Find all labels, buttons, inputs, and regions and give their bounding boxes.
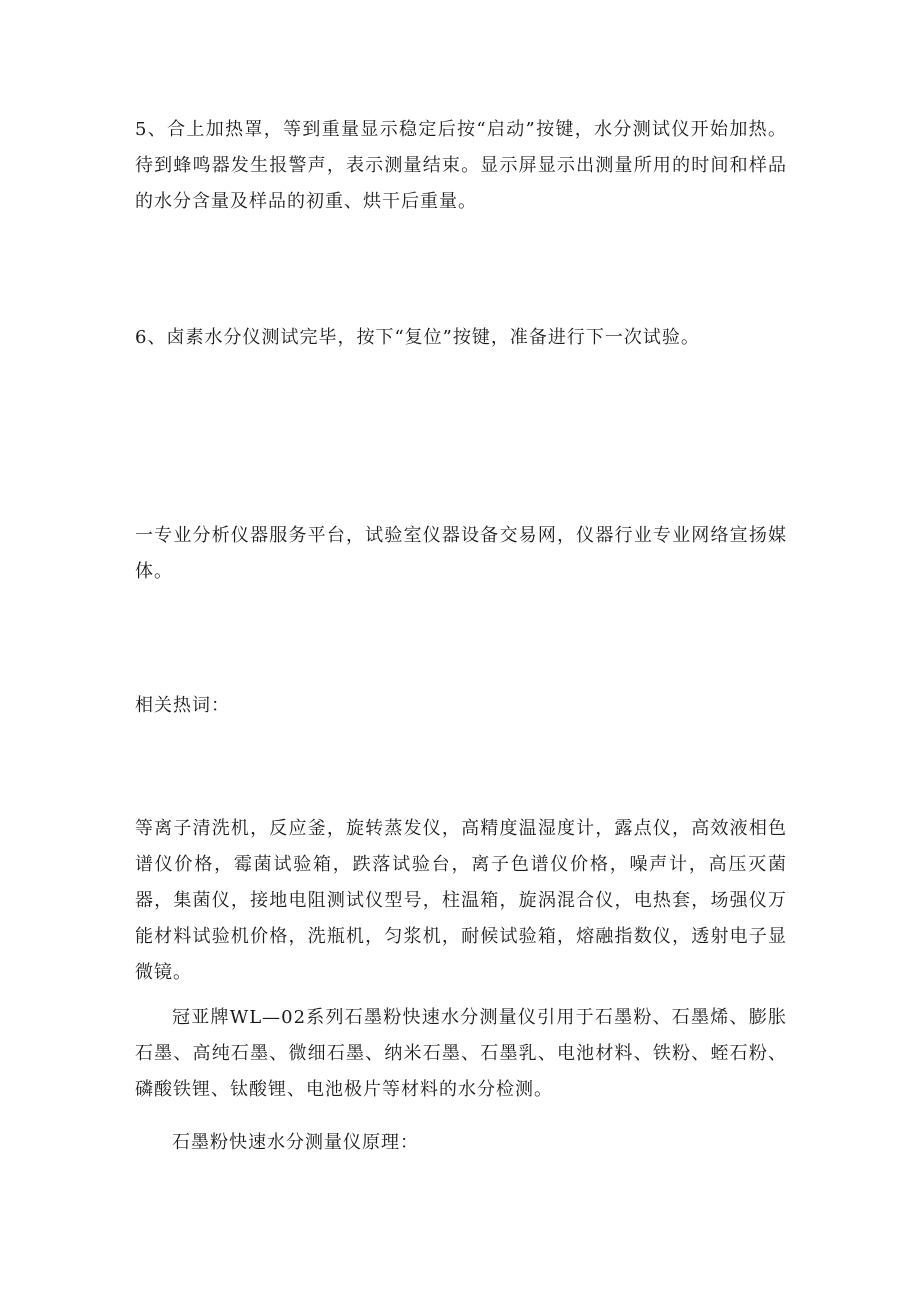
product-intro-paragraph: 冠亚牌WL—02系列石墨粉快速水分测量仪引用于石墨粉、石墨烯、膨胀石墨、高纯石墨、微细石墨、纳米石墨、石墨乳、电池材料、铁粉、蛭石粉、磷酸铁锂、钛酸锂、电池极片等材料的水分检测。 [135,1007,787,1100]
principle-heading: 石墨粉快速水分测量仪原理： [172,1132,419,1153]
step-5-paragraph: 5、合上加热罩，等到重量显示稳定后按“启动”按键，水分测试仪开始加热。待到蜂鸣器发生报警声，表示测量结束。显示屏显示出测量所用的时间和样品的水分含量及样品的初重、烘干后重量。 [135,119,787,212]
related-keywords-list: 等离子清洗机，反应釜，旋转蒸发仪，高精度温湿度计，露点仪，高效液相色谱仪价格，霉菌试验箱，跌落试验台，离子色谱仪价格，噪声计，高压灭菌器，集菌仪，接地电阻测试仪型号，柱温箱，旋涡混合仪，电热套，场强仪万能材料试验机价格，洗瓶机，匀浆机，耐候试验箱，熔融指数仪，透射电子显微镜。 [135,818,787,983]
step-6-paragraph: 6、卤素水分仪测试完毕，按下“复位”按键，准备进行下一次试验。 [135,327,700,348]
related-keywords-heading: 相关热词： [135,695,230,716]
platform-description-paragraph: 一专业分析仪器服务平台，试验室仪器设备交易网，仪器行业专业网络宣扬媒体。 [135,525,787,582]
